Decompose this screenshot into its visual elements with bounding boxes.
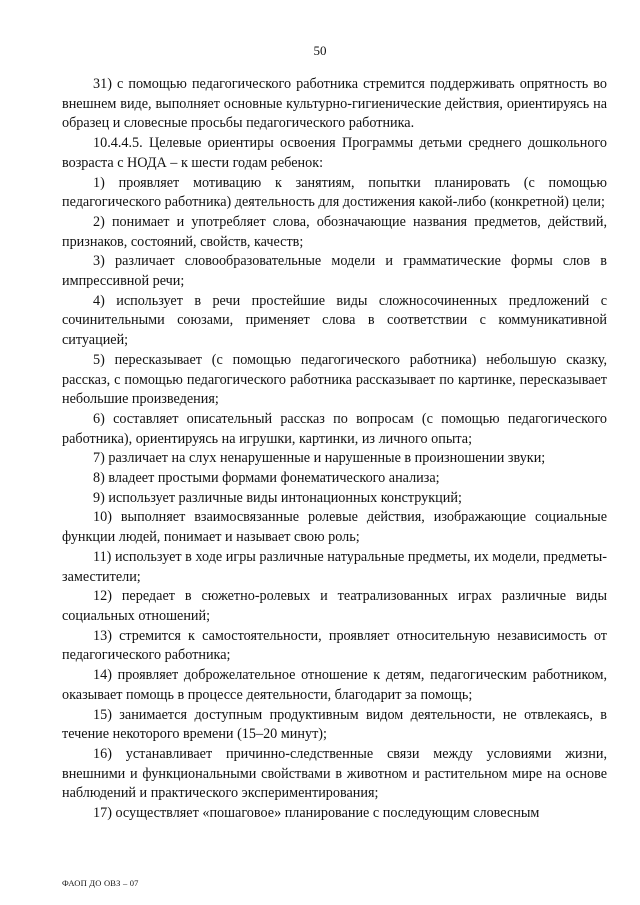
list-item: 14) проявляет доброжелательное отношение к детям, педагогическим работником, оказывает помощь в процессе деятельности, благодарит за помощь; xyxy=(62,667,607,703)
page-number: 50 xyxy=(313,43,327,58)
list-item: 8) владеет простыми формами фонематического анализа; xyxy=(93,470,440,487)
list-item: 1) проявляет мотивацию к занятиям, попытки планировать (с помощью педагогического работника) деятельность для достижения какой-либо (конкретной) цели; xyxy=(62,174,607,211)
section-heading-10-4-4-5: 10.4.4.5. Целевые ориентиры освоения Программы детьми среднего дошкольного возраста с НОДА – к шести годам ребенок: xyxy=(62,135,607,171)
list-item: 7) различает на слух ненарушенные и нарушенные в произношении звуки; xyxy=(93,450,546,467)
list-item: 11) использует в ходе игры различные натуральные предметы, их модели, предметы-заместители; xyxy=(62,548,607,585)
list-item: 15) занимается доступным продуктивным видом деятельности, не отвлекаясь, в течение некоторого времени (15–20 минут); xyxy=(62,706,607,743)
list-item: 17) осуществляет «пошаговое» планирование с последующим словесным xyxy=(93,805,540,822)
list-item: 3) различает словообразовательные модели и грамматические формы слов в импрессивной речи; xyxy=(62,253,607,290)
list-item: 2) понимает и употребляет слова, обозначающие названия предметов, действий, признаков, состояний, свойств, качеств; xyxy=(62,213,607,250)
list-item: 16) устанавливает причинно-следственные связи между условиями жизни, внешними и функциональными свойствами в животном и растительном мире на основе наблюдений и практического экспериментирования; xyxy=(62,745,607,802)
document-body xyxy=(62,75,607,824)
list-item: 6) составляет описательный рассказ по вопросам (с помощью педагогического работника), ориентируясь на игрушки, картинки, из личного опыта; xyxy=(62,410,607,447)
list-item: 4) использует в речи простейшие виды сложносочиненных предложений с сочинительными союзами, применяет слова в соответствии с коммуникативной ситуацией; xyxy=(62,292,607,349)
paragraph: 31) с помощью педагогического работника стремится поддерживать опрятность во внешнем виде, выполняет основные культурно-гигиенические действия, ориентируясь на образец и словесные просьбы педагогического работника. xyxy=(62,76,607,132)
list-item: 10) выполняет взаимосвязанные ролевые действия, изображающие социальные функции людей, понимает и называет свою роль; xyxy=(62,509,607,546)
list-item: 12) передает в сюжетно-ролевых и театрализованных играх различные виды социальных отношений; xyxy=(62,588,607,624)
footer-document-code: ФАОП ДО ОВЗ – 07 xyxy=(62,878,139,888)
list-item: 5) пересказывает (с помощью педагогического работника) небольшую сказку, рассказ, с помощью педагогического работника рассказывает по картинке, пересказывает небольшие произведения; xyxy=(62,351,607,408)
list-item: 9) использует различные виды интонационных конструкций; xyxy=(93,489,462,506)
list-item: 13) стремится к самостоятельности, проявляет относительную независимость от педагогического работника; xyxy=(62,627,607,664)
